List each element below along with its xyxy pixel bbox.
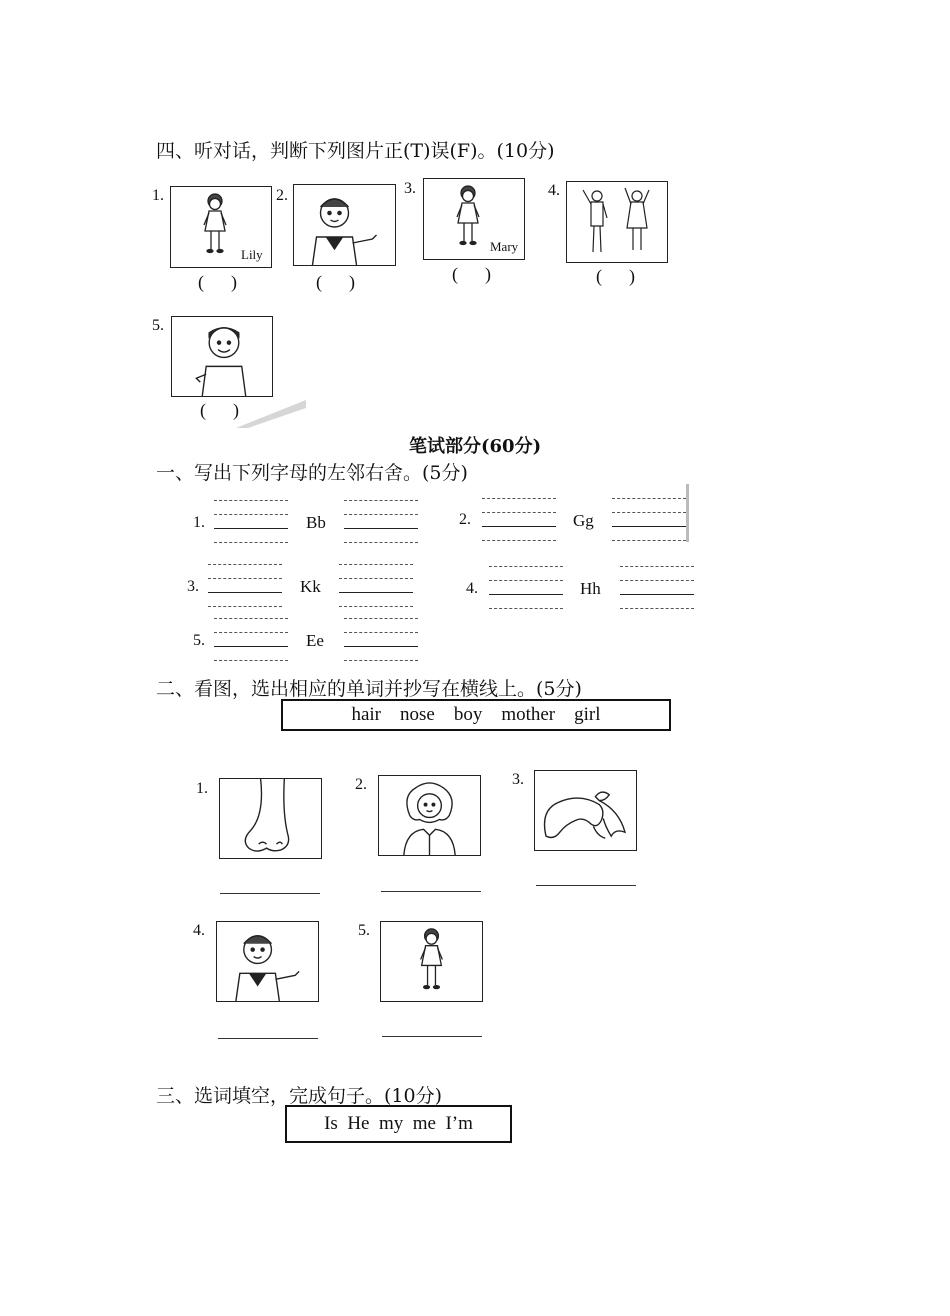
item-number: 3.	[512, 771, 524, 788]
answer-line[interactable]	[536, 885, 636, 886]
item-number: 1.	[196, 780, 208, 797]
item-number: 3.	[404, 180, 416, 197]
given-letter: Bb	[306, 513, 326, 532]
scan-smudge	[236, 396, 306, 428]
answer-line[interactable]	[381, 891, 481, 892]
given-letter: Ee	[306, 631, 324, 650]
writing-lines-right[interactable]	[612, 498, 686, 542]
item-number: 1.	[152, 187, 164, 204]
boy-icon	[217, 922, 318, 1001]
writing-lines-left[interactable]	[482, 498, 556, 542]
answer-parentheses[interactable]: ( )	[452, 264, 491, 284]
boy-pointing-picture	[293, 184, 396, 266]
answer-line[interactable]	[218, 1038, 318, 1039]
given-letter: Kk	[300, 577, 321, 596]
section4-title: 四、听对话，判断下列图片正(T)误(F)。(10分)	[156, 140, 555, 162]
two-children-waving-picture	[566, 181, 668, 263]
item-number: 4.	[548, 182, 560, 199]
writing-lines-left[interactable]	[208, 564, 282, 608]
woman-mother-picture	[378, 775, 481, 856]
writing-lines-right[interactable]	[620, 566, 694, 610]
hair-ponytail-picture	[534, 770, 637, 851]
item-number: 4.	[466, 580, 478, 597]
given-letter: Gg	[573, 511, 594, 530]
woman-icon	[379, 776, 480, 855]
part2-title: 二、看图，选出相应的单词并抄写在横线上。(5分)	[156, 678, 582, 700]
scan-edge-mark	[686, 484, 689, 542]
picture-caption: Mary	[490, 239, 519, 254]
nose-picture	[219, 778, 322, 859]
answer-line[interactable]	[382, 1036, 482, 1037]
answer-parentheses[interactable]: ( )	[200, 400, 239, 420]
given-letter: Hh	[580, 579, 601, 598]
item-number: 4.	[193, 922, 205, 939]
girl-mary-picture	[423, 178, 525, 260]
part3-title: 三、选词填空，完成句子。(10分)	[156, 1085, 443, 1107]
writing-lines-right[interactable]	[344, 618, 418, 662]
boy-icon	[294, 185, 395, 265]
picture-caption: Lily	[241, 247, 263, 262]
item-number: 5.	[152, 317, 164, 334]
item-number: 1.	[193, 514, 205, 531]
nose-icon	[220, 779, 321, 858]
answer-parentheses[interactable]: ( )	[596, 266, 635, 286]
item-number: 3.	[187, 578, 199, 595]
item-number: 2.	[459, 511, 471, 528]
item-number: 5.	[358, 922, 370, 939]
word-bank-box: Is He my me I’m	[285, 1105, 512, 1143]
hair-icon	[535, 771, 636, 850]
boy-picture	[216, 921, 319, 1002]
girl-icon	[381, 922, 482, 1001]
written-part-title: 笔试部分(60分)	[409, 436, 542, 457]
boy-portrait-picture	[171, 316, 273, 397]
answer-parentheses[interactable]: ( )	[316, 272, 355, 292]
writing-lines-left[interactable]	[214, 500, 288, 544]
writing-lines-left[interactable]	[214, 618, 288, 662]
writing-lines-left[interactable]	[489, 566, 563, 610]
answer-parentheses[interactable]: ( )	[198, 272, 237, 292]
word-bank-box: hair nose boy mother girl	[281, 699, 671, 731]
girl-picture	[380, 921, 483, 1002]
item-number: 2.	[276, 187, 288, 204]
children-icon	[567, 182, 667, 262]
part1-title: 一、写出下列字母的左邻右舍。(5分)	[156, 462, 468, 484]
item-number: 5.	[193, 632, 205, 649]
answer-line[interactable]	[220, 893, 320, 894]
writing-lines-right[interactable]	[339, 564, 413, 608]
item-number: 2.	[355, 776, 367, 793]
writing-lines-right[interactable]	[344, 500, 418, 544]
girl-lily-picture	[170, 186, 272, 268]
boy-icon	[172, 317, 272, 396]
